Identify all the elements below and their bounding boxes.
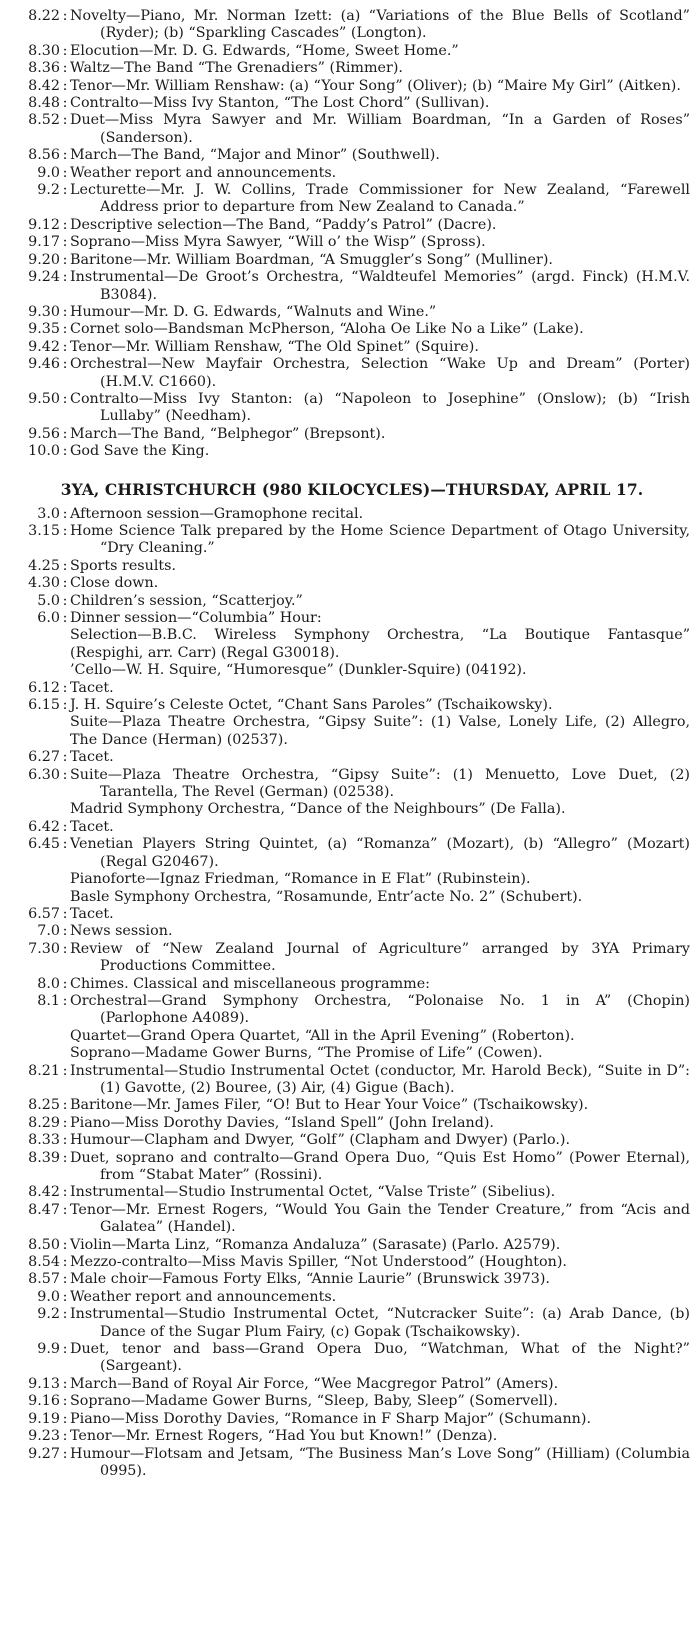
item-text: Weather report and announcements. xyxy=(70,1288,337,1305)
item-text: Suite—Plaza Theatre Orchestra, “Gipsy Suite”: (1) Menuetto, Love Duet, (2) Tarantella, The Revel (German) (02538). xyxy=(70,766,690,801)
programme-item: 7.0 : News session. xyxy=(6,923,690,940)
programme-item: 8.52 : Duet—Miss Myra Sawyer and Mr. William Boardman, “In a Garden of Roses” (Sanderson). xyxy=(6,112,690,147)
item-text: ’Cello—W. H. Squire, “Humoresque” (Dunkler-Squire) (04192). xyxy=(70,662,527,679)
item-time: 8.42 xyxy=(28,1184,60,1201)
item-time: 4.30 xyxy=(28,575,60,592)
programme-sub-item xyxy=(6,714,690,749)
programme-item: 9.17 : Soprano—Miss Myra Sawyer, “Will o’ the Wisp” (Spross). xyxy=(6,234,690,251)
item-text: Piano—Miss Dorothy Davies, “Romance in F Sharp Major” (Schumann). xyxy=(70,1410,591,1427)
item-time: 8.22 xyxy=(28,8,60,24)
item-text: Selection—B.B.C. Wireless Symphony Orchestra, “La Boutique Fantasque” (Respighi, arr. Carr) (Regal G30018). xyxy=(70,627,690,661)
programme-item: 8.48 : Contralto—Miss Ivy Stanton, “The Lost Chord” (Sullivan). xyxy=(6,95,690,112)
item-text: Mezzo-contralto—Miss Mavis Spiller, “Not Understood” (Houghton). xyxy=(70,1254,567,1271)
programme-item: 8.57 : Male choir—Famous Forty Elks, “Annie Laurie” (Brunswick 3973). xyxy=(6,1271,690,1288)
item-time: 9.0 xyxy=(37,1288,60,1305)
item-text: Tenor—Mr. William Renshaw: (a) “Your Song” (Oliver); (b) “Maire My Girl” (Aitken). xyxy=(70,77,681,94)
item-text: Tacet. xyxy=(70,905,114,922)
programme-item: 8.0 : Chimes. Classical and miscellaneous programme: xyxy=(6,976,690,993)
item-time: 9.13 xyxy=(28,1375,60,1392)
item-text: Humour—Clapham and Dwyer, “Golf” (Clapham and Dwyer) (Parlo.). xyxy=(70,1132,571,1149)
item-time: 8.30 xyxy=(28,42,60,59)
item-time: 8.33 xyxy=(28,1132,60,1149)
programme-item: 10.0 : God Save the King. xyxy=(6,443,690,460)
item-time: 6.15 xyxy=(28,697,60,714)
item-text: Venetian Players String Quintet, (a) “Romanza” (Mozart), (b) “Allegro” (Mozart) (Regal G20467). xyxy=(70,836,690,870)
item-time: 6.57 xyxy=(28,905,60,922)
programme-item: 6.0 : Dinner session—“Columbia” Hour: xyxy=(6,610,690,627)
item-text: Instrumental—Studio Instrumental Octet (conductor, Mr. Harold Beck), “Suite in D”: (1) Gavotte, (2) Bouree, (3) Air, (4) Gigue (Bach). xyxy=(70,1062,690,1096)
programme-item: 9.30 : Humour—Mr. D. G. Edwards, “Walnuts and Wine.” xyxy=(6,304,690,321)
item-time: 9.20 xyxy=(28,251,60,268)
item-text: March—The Band, “Belphegor” (Brepsont). xyxy=(70,425,386,442)
item-text: Novelty—Piano, Mr. Norman Izett: (a) “Variations of the Blue Bells of Scotland” (Ryder); (b) “Sparkling Cascades” (Longton). xyxy=(70,8,690,42)
programme-item: 9.19 : Piano—Miss Dorothy Davies, “Romance in F Sharp Major” (Schumann). xyxy=(6,1411,690,1428)
item-time: 8.29 xyxy=(28,1114,60,1131)
item-time: 9.27 xyxy=(28,1445,60,1462)
item-text: Humour—Mr. D. G. Edwards, “Walnuts and Wine.” xyxy=(70,303,437,320)
programme-item: 9.0 : Weather report and announcements. xyxy=(6,165,690,182)
programme-item: 8.50 : Violin—Marta Linz, “Romanza Andaluza” (Sarasate) (Parlo. A2579). xyxy=(6,1237,690,1254)
item-time: 9.42 xyxy=(28,338,60,355)
item-text: Instrumental—De Groot’s Orchestra, “Waldteufel Memories” (argd. Finck) (H.M.V. B3084). xyxy=(70,269,690,303)
item-time: 8.48 xyxy=(28,95,60,112)
programme-item: 9.12 : Descriptive selection—The Band, “Paddy’s Patrol” (Dacre). xyxy=(6,217,690,234)
programme-item: 8.22 : Novelty—Piano, Mr. Norman Izett: (a) “Variations of the Blue Bells of Scotland” (Ryder); (b) “Sparkling Cascades” (Longton). xyxy=(6,8,690,43)
programme-item: 8.39 : Duet, soprano and contralto—Grand Opera Duo, “Quis Est Homo” (Power Eternal), from “Stabat Mater” (Rossini). xyxy=(6,1150,690,1185)
item-text: Baritone—Mr. James Filer, “O! But to Hear Your Voice” (Tschaikowsky). xyxy=(70,1097,589,1114)
item-time: 6.42 xyxy=(28,818,60,835)
programme-item: 9.24 : Instrumental—De Groot’s Orchestra, “Waldteufel Memories” (argd. Finck) (H.M.V. B3084). xyxy=(6,269,690,304)
item-text: March—Band of Royal Air Force, “Wee Macgregor Patrol” (Amers). xyxy=(70,1375,559,1392)
programme-sub-item xyxy=(6,889,690,906)
item-time: 7.0 xyxy=(37,923,60,940)
programme-sub-item xyxy=(6,801,690,818)
programme-item: 8.1 : Orchestral—Grand Symphony Orchestra, “Polonaise No. 1 in A” (Chopin) (Parlophone A4089). xyxy=(6,993,690,1028)
item-time: 9.0 xyxy=(37,164,60,181)
programme-item: 9.56 : March—The Band, “Belphegor” (Brepsont). xyxy=(6,426,690,443)
item-time: 8.42 xyxy=(28,77,60,94)
item-text: Tenor—Mr. William Renshaw, “The Old Spinet” (Squire). xyxy=(70,338,479,355)
programme-item: 9.13 : March—Band of Royal Air Force, “Wee Macgregor Patrol” (Amers). xyxy=(6,1376,690,1393)
item-text: Orchestral—New Mayfair Orchestra, Selection “Wake Up and Dream” (Porter) (H.M.V. C1660). xyxy=(70,356,690,390)
programme-sub-item xyxy=(6,1028,690,1045)
programme-item: 6.42 : Tacet. xyxy=(6,819,690,836)
item-time: 9.2 xyxy=(37,182,60,199)
item-time: 9.30 xyxy=(28,303,60,320)
item-text: Humour—Flotsam and Jetsam, “The Business Man’s Love Song” (Hilliam) (Columbia 0995). xyxy=(70,1445,690,1479)
item-text: Suite—Plaza Theatre Orchestra, “Gipsy Suite”: (1) Valse, Lonely Life, (2) Allegro, The Dance (Herman) (02537). xyxy=(70,714,690,748)
item-text: Duet, tenor and bass—Grand Opera Duo, “Watchman, What of the Night?” (Sargeant). xyxy=(70,1341,690,1375)
item-text: Close down. xyxy=(70,575,159,592)
item-text: Tacet. xyxy=(70,749,114,766)
item-time: 3.0 xyxy=(37,505,60,522)
item-time: 4.25 xyxy=(28,557,60,574)
programme-item: 8.56 : March—The Band, “Major and Minor” (Southwell). xyxy=(6,147,690,164)
item-text: Piano—Miss Dorothy Davies, “Island Spell” (John Ireland). xyxy=(70,1114,494,1131)
item-time: 6.12 xyxy=(28,679,60,696)
programme-item: 7.30 : Review of “New Zealand Journal of Agriculture” arranged by 3YA Primary Productions Committee. xyxy=(6,941,690,976)
item-text: Cornet solo—Bandsman McPherson, “Aloha Oe Like No a Like” (Lake). xyxy=(70,321,584,338)
item-text: Contralto—Miss Ivy Stanton: (a) “Napoleon to Josephine” (Onslow); (b) “Irish Lullaby” (Needham). xyxy=(70,390,690,425)
item-text: Sports results. xyxy=(70,557,177,574)
item-text: Children’s session, “Scatterjoy.” xyxy=(70,592,303,609)
item-text: Weather report and announcements. xyxy=(70,164,337,181)
programme-item: 3.0 : Afternoon session—Gramophone recital. xyxy=(6,506,690,523)
item-time: 10.0 xyxy=(28,443,60,460)
item-text: Dinner session—“Columbia” Hour: xyxy=(70,610,322,626)
item-text: Quartet—Grand Opera Quartet, “All in the April Evening” (Roberton). xyxy=(70,1027,575,1044)
item-text: Tenor—Mr. Ernest Rogers, “Would You Gain the Tender Creature,” from “Acis and Galatea” (Handel). xyxy=(70,1201,690,1236)
programme-sub-item xyxy=(6,1045,690,1062)
programme-item: 9.23 : Tenor—Mr. Ernest Rogers, “Had You but Known!” (Denza). xyxy=(6,1428,690,1445)
item-text: News session. xyxy=(70,923,173,940)
item-text: Madrid Symphony Orchestra, “Dance of the Neighbours” (De Falla). xyxy=(70,801,566,818)
item-text: Contralto—Miss Ivy Stanton, “The Lost Chord” (Sullivan). xyxy=(70,95,490,112)
item-text: Waltz—The Band “The Grenadiers” (Rimmer). xyxy=(70,60,403,77)
programme-list-3ya xyxy=(6,506,690,1481)
item-text: Soprano—Madame Gower Burns, “Sleep, Baby, Sleep” (Somervell). xyxy=(70,1393,558,1410)
item-time: 8.21 xyxy=(28,1062,60,1079)
item-time: 8.36 xyxy=(28,60,60,77)
programme-item: 8.29 : Piano—Miss Dorothy Davies, “Island Spell” (John Ireland). xyxy=(6,1115,690,1132)
programme-item: 6.45 : Venetian Players String Quintet, (a) “Romanza” (Mozart), (b) “Allegro” (Mozart) (Regal G20467). xyxy=(6,836,690,871)
programme-item: 8.42 : Tenor—Mr. William Renshaw: (a) “Your Song” (Oliver); (b) “Maire My Girl” (Aitken). xyxy=(6,78,690,95)
programme-item: 9.46 : Orchestral—New Mayfair Orchestra, Selection “Wake Up and Dream” (Porter) (H.M.V. C1660). xyxy=(6,356,690,391)
item-time: 8.39 xyxy=(28,1149,60,1166)
programme-item: 8.54 : Mezzo-contralto—Miss Mavis Spiller, “Not Understood” (Houghton). xyxy=(6,1254,690,1271)
programme-item: 9.35 : Cornet solo—Bandsman McPherson, “Aloha Oe Like No a Like” (Lake). xyxy=(6,321,690,338)
item-text: Orchestral—Grand Symphony Orchestra, “Polonaise No. 1 in A” (Chopin) (Parlophone A4089). xyxy=(70,992,690,1027)
item-time: 9.56 xyxy=(28,425,60,442)
programme-item: 5.0 : Children’s session, “Scatterjoy.” xyxy=(6,593,690,610)
item-time: 9.12 xyxy=(28,216,60,233)
item-text: Duet—Miss Myra Sawyer and Mr. William Boardman, “In a Garden of Roses” (Sanderson). xyxy=(70,112,690,146)
programme-item: 6.57 : Tacet. xyxy=(6,906,690,923)
item-time: 6.0 xyxy=(37,610,60,626)
item-time: 9.46 xyxy=(28,356,60,373)
station-heading: 3YA, CHRISTCHURCH (980 KILOCYCLES)—THURSDAY, APRIL 17. xyxy=(60,479,644,499)
item-time: 8.1 xyxy=(37,992,60,1009)
item-time: 3.15 xyxy=(28,522,60,539)
item-text: Instrumental—Studio Instrumental Octet, “Nutcracker Suite”: (a) Arab Dance, (b) Dance of the Sugar Plum Fairy, (c) Gopak (Tschaikowsky). xyxy=(70,1306,690,1340)
item-text: Violin—Marta Linz, “Romanza Andaluza” (Sarasate) (Parlo. A2579). xyxy=(70,1236,561,1253)
programme-item: 8.36 : Waltz—The Band “The Grenadiers” (Rimmer). xyxy=(6,60,690,77)
programme-item: 6.12 : Tacet. xyxy=(6,680,690,697)
programme-item: 9.20 : Baritone—Mr. William Boardman, “A Smuggler’s Song” (Mulliner). xyxy=(6,252,690,269)
item-time: 8.57 xyxy=(28,1271,60,1288)
item-text: Afternoon session—Gramophone recital. xyxy=(70,505,364,522)
item-time: 9.16 xyxy=(28,1393,60,1410)
item-text: Tacet. xyxy=(70,818,114,835)
programme-item: 8.47 : Tenor—Mr. Ernest Rogers, “Would You Gain the Tender Creature,” from “Acis and Galatea” (Handel). xyxy=(6,1202,690,1237)
programme-item: 6.27 : Tacet. xyxy=(6,749,690,766)
item-text: Male choir—Famous Forty Elks, “Annie Laurie” (Brunswick 3973). xyxy=(70,1271,550,1288)
programme-item: 6.30 : Suite—Plaza Theatre Orchestra, “Gipsy Suite”: (1) Menuetto, Love Duet, (2) Tarantella, The Revel (German) (02538). xyxy=(6,767,690,802)
item-time: 9.35 xyxy=(28,321,60,338)
item-text: Elocution—Mr. D. G. Edwards, “Home, Sweet Home.” xyxy=(70,42,459,59)
programme-item: 8.42 : Instrumental—Studio Instrumental Octet, “Valse Triste” (Sibelius). xyxy=(6,1184,690,1201)
item-time: 6.30 xyxy=(28,766,60,783)
programme-item: 9.42 : Tenor—Mr. William Renshaw, “The Old Spinet” (Squire). xyxy=(6,339,690,356)
programme-item: 9.50 : Contralto—Miss Ivy Stanton: (a) “Napoleon to Josephine” (Onslow); (b) “Irish Lullaby” (Needham). xyxy=(6,391,690,426)
programme-item: 8.33 : Humour—Clapham and Dwyer, “Golf” (Clapham and Dwyer) (Parlo.). xyxy=(6,1132,690,1149)
item-time: 9.19 xyxy=(28,1410,60,1427)
item-time: 9.50 xyxy=(28,390,60,407)
programme-item: 4.25 : Sports results. xyxy=(6,558,690,575)
item-text: Tenor—Mr. Ernest Rogers, “Had You but Known!” (Denza). xyxy=(70,1428,498,1445)
item-time: 6.27 xyxy=(28,749,60,766)
programme-item: 4.30 : Close down. xyxy=(6,575,690,592)
item-text: Soprano—Madame Gower Burns, “The Promise of Life” (Cowen). xyxy=(70,1045,543,1062)
programme-item: 9.2 : Instrumental—Studio Instrumental Octet, “Nutcracker Suite”: (a) Arab Dance, (b) Dance of the Sugar Plum Fairy, (c) Gopak (Tschaikowsky). xyxy=(6,1306,690,1341)
programme-item: 9.0 : Weather report and announcements. xyxy=(6,1289,690,1306)
item-text: Pianoforte—Ignaz Friedman, “Romance in E Flat” (Rubinstein). xyxy=(70,871,531,888)
item-text: Descriptive selection—The Band, “Paddy’s Patrol” (Dacre). xyxy=(70,216,497,233)
item-time: 8.47 xyxy=(28,1201,60,1218)
item-text: Baritone—Mr. William Boardman, “A Smuggler’s Song” (Mulliner). xyxy=(70,251,553,268)
item-text: Home Science Talk prepared by the Home Science Department of Otago University, “Dry Cleaning.” xyxy=(70,522,690,557)
item-text: Chimes. Classical and miscellaneous programme: xyxy=(70,975,430,992)
item-time: 9.9 xyxy=(37,1341,60,1358)
item-time: 9.23 xyxy=(28,1428,60,1445)
item-time: 6.45 xyxy=(28,836,60,853)
programme-item: 8.30 : Elocution—Mr. D. G. Edwards, “Home, Sweet Home.” xyxy=(6,43,690,60)
item-text: Instrumental—Studio Instrumental Octet, “Valse Triste” (Sibelius). xyxy=(70,1184,556,1201)
item-text: March—The Band, “Major and Minor” (Southwell). xyxy=(70,147,440,164)
programme-item: 9.16 : Soprano—Madame Gower Burns, “Sleep, Baby, Sleep” (Somervell). xyxy=(6,1393,690,1410)
item-time: 8.0 xyxy=(37,975,60,992)
item-time: 8.50 xyxy=(28,1236,60,1253)
item-time: 9.17 xyxy=(28,234,60,251)
programme-list-earlier xyxy=(6,8,690,461)
programme-item: 6.15 : J. H. Squire’s Celeste Octet, “Chant Sans Paroles” (Tschaikowsky). xyxy=(6,697,690,714)
programme-sub-item xyxy=(6,662,690,679)
item-time: 9.24 xyxy=(28,269,60,286)
programme-item: 8.25 : Baritone—Mr. James Filer, “O! But to Hear Your Voice” (Tschaikowsky). xyxy=(6,1097,690,1114)
item-text: Soprano—Miss Myra Sawyer, “Will o’ the Wisp” (Spross). xyxy=(70,234,486,251)
item-time: 8.52 xyxy=(28,112,60,129)
programme-item: 9.2 : Lecturette—Mr. J. W. Collins, Trade Commissioner for New Zealand, “Farewell Address prior to departure from New Zealand to Canada.” xyxy=(6,182,690,217)
programme-item: 9.27 : Humour—Flotsam and Jetsam, “The Business Man’s Love Song” (Hilliam) (Columbia 0995). xyxy=(6,1446,690,1481)
item-time: 9.2 xyxy=(37,1306,60,1323)
item-time: 8.54 xyxy=(28,1254,60,1271)
item-time: 7.30 xyxy=(28,940,60,957)
item-text: Duet, soprano and contralto—Grand Opera Duo, “Quis Est Homo” (Power Eternal), from “Stabat Mater” (Rossini). xyxy=(70,1149,690,1183)
item-text: God Save the King. xyxy=(70,443,210,460)
programme-sub-item xyxy=(6,627,690,662)
programme-item: 3.15 : Home Science Talk prepared by the Home Science Department of Otago University, “Dry Cleaning.” xyxy=(6,523,690,558)
section-spacer xyxy=(6,461,690,480)
item-time: 8.25 xyxy=(28,1097,60,1114)
item-text: Lecturette—Mr. J. W. Collins, Trade Commissioner for New Zealand, “Farewell Address prior to departure from New Zealand to Canada.” xyxy=(70,182,690,216)
item-text: J. H. Squire’s Celeste Octet, “Chant Sans Paroles” (Tschaikowsky). xyxy=(70,697,553,714)
item-text: Review of “New Zealand Journal of Agriculture” arranged by 3YA Primary Productions Committee. xyxy=(70,940,690,975)
item-time: 8.56 xyxy=(28,147,60,164)
item-text: Tacet. xyxy=(70,679,114,696)
programme-item: 9.9 : Duet, tenor and bass—Grand Opera Duo, “Watchman, What of the Night?” (Sargeant). xyxy=(6,1341,690,1376)
item-text: Basle Symphony Orchestra, “Rosamunde, Entr’acte No. 2” (Schubert). xyxy=(70,888,583,905)
programme-item: 8.21 : Instrumental—Studio Instrumental Octet (conductor, Mr. Harold Beck), “Suite in D”: (1) Gavotte, (2) Bouree, (3) Air, (4) Gigue (Bach). xyxy=(6,1063,690,1098)
programme-sub-item xyxy=(6,871,690,888)
item-time: 5.0 xyxy=(37,592,60,609)
